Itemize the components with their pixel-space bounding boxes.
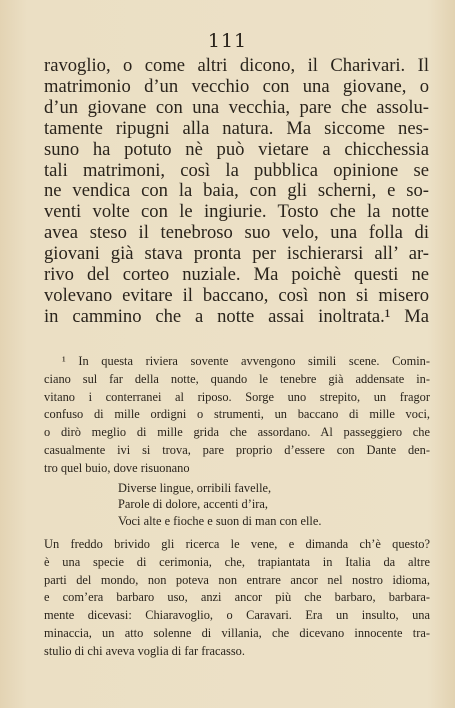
verse-line: Diverse lingue, orribili favelle, — [118, 480, 272, 495]
footnote-line: e com’era barbaro uso, anzi ancor più che barbaro, barbara- — [44, 590, 430, 605]
footnote-line: confuso di mille ordigni o strumenti, un baccano di mille voci, — [44, 407, 430, 422]
footnote-line: minaccia, un atto solenne di villania, che dicevano innocente tra- — [44, 626, 430, 641]
main-text-line: venti volte con le ingiurie. Tosto che la notte — [44, 202, 429, 223]
main-text-line: d’un giovane con una vecchia, pare che assolu- — [44, 97, 429, 118]
footnote-line: stulio di chi aveva voglia di far fracasso. — [44, 643, 245, 658]
main-text-line: tamente ripugni alla natura. Ma siccome nes- — [44, 118, 429, 139]
main-text-line: in cammino che a notte assai inoltrata.¹ Ma — [44, 306, 429, 327]
footnote — [44, 353, 430, 661]
footnote-line: o dirò meglio di mille grida che assordano. Al passeggiero che — [44, 425, 430, 440]
main-text-line: avea steso il tenebroso suo velo, una folla di — [44, 223, 429, 244]
footnote-continuation — [44, 536, 430, 661]
main-text-line: ne vendica con la baia, con gli scherni, e so- — [44, 181, 429, 202]
verse-line: Parole di dolore, accenti d’ira, — [118, 497, 269, 512]
footnote-line: ¹ In questa riviera sovente avvengono simili scene. Comin- — [62, 354, 430, 368]
footnote-line: vitano i conterranei al riposo. Sorge uno strepito, un fragor — [44, 389, 430, 404]
main-text-line: ravoglio, o come altri dicono, il Charivari. Il — [44, 56, 429, 76]
main-text-line: rivo del corteo nuziale. Ma poichè questi ne — [44, 265, 429, 286]
main-text-line: giovani già stava pronta per ischierarsi all’ ar- — [44, 244, 429, 265]
main-text-line: matrimonio d’un vecchio con una giovane, o — [44, 76, 429, 97]
page-number: 111 — [207, 30, 248, 52]
footnote-line: è una specie di cerimonia, che, trapiantata in Italia da altre — [44, 554, 430, 569]
footnote-line: tro quel buio, dove risuonano — [44, 460, 190, 475]
verse-line: Voci alte e fioche e suon di man con elle. — [118, 513, 322, 528]
main-text-line: volevano evitare il baccano, così non si misero — [44, 285, 429, 306]
footnote-line: casualmente ivi si trova, pare proprio d’essere con Dante den- — [44, 442, 430, 457]
main-text — [44, 56, 429, 328]
main-text-line: suno ha potuto nè può vietare a chicchessia — [44, 139, 429, 160]
footnote-line: ciano sul far della notte, quando le tenebre già addensate in- — [44, 371, 430, 386]
footnote-line: mente dicevasi: Chiaravoglio, o Caravari. Era un insulto, una — [44, 608, 430, 623]
footnote-line: Un freddo brivido gli ricerca le vene, e dimanda ch’è questo? — [44, 537, 430, 552]
verse-quote — [118, 480, 430, 530]
footnote-line: parti del mondo, non poteva non entrare ancor nel nostro idioma, — [44, 572, 430, 587]
main-text-line: tali matrimoni, così la pubblica opinione se — [44, 160, 429, 181]
